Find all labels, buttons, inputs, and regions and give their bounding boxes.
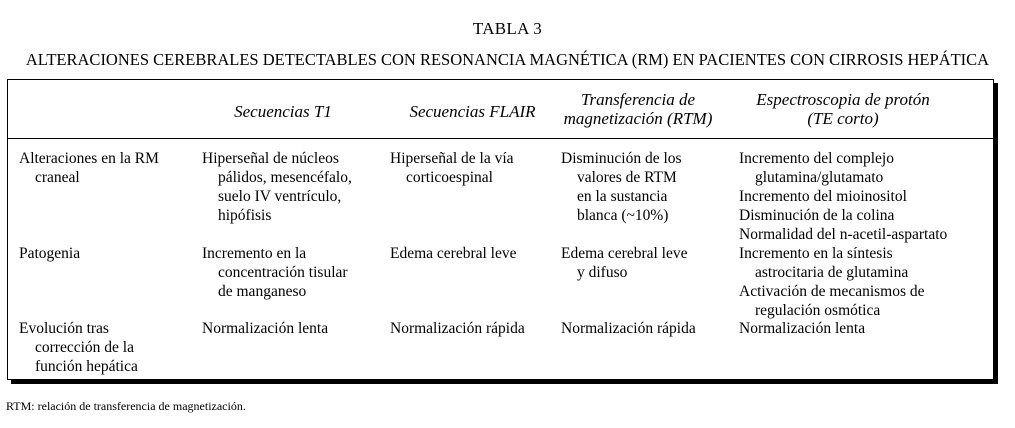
cell-t1-evolucion: Normalización lenta <box>202 320 329 337</box>
column-header-flair: Secuencias FLAIR <box>409 102 536 121</box>
cell-spectro-patogenia: Incremento en la síntesis astrocitaria de glutamina Activación de mecanismos de regulación osmótica <box>739 245 925 319</box>
footnote: RTM: relación de transferencia de magnetización. <box>6 399 246 413</box>
cell-spectro-evolucion: Normalización lenta <box>739 320 866 337</box>
row-label-evolucion: Evolución tras corrección de la función hepática <box>19 320 138 375</box>
column-header-rtm: Transferencia de magnetización (RTM) <box>563 90 713 128</box>
cell-t1-alteraciones: Hiperseñal de núcleos pálidos, mesencéfalo, suelo IV ventrículo, hipófisis <box>202 150 352 224</box>
data-table <box>7 79 994 380</box>
cell-flair-evolucion: Normalización rápida <box>390 320 525 337</box>
row-label-patogenia: Patogenia <box>19 245 81 262</box>
header-divider <box>8 138 993 139</box>
row-label-alteraciones: Alteraciones en la RM craneal <box>19 150 159 186</box>
cell-flair-patogenia: Edema cerebral leve <box>390 245 517 262</box>
cell-flair-alteraciones: Hiperseñal de la vía corticoespinal <box>390 150 514 186</box>
cell-rtm-alteraciones: Disminución de los valores de RTM en la sustancia blanca (~10%) <box>561 150 682 224</box>
table-number-label: TABLA 3 <box>472 19 543 38</box>
cell-spectro-alteraciones: Incremento del complejo glutamina/glutamato Incremento del mioinositol Disminución de la colina Normalidad del n-acetil-aspartato <box>739 150 948 243</box>
cell-t1-patogenia: Incremento en la concentración tisular de manganeso <box>202 245 348 300</box>
cell-rtm-evolucion: Normalización rápida <box>561 320 696 337</box>
column-header-spectroscopy: Espectroscopia de protón (TE corto) <box>756 90 930 128</box>
table-title: ALTERACIONES CEREBRALES DETECTABLES CON RESONANCIA MAGNÉTICA (RM) EN PACIENTES CON CIRROSIS HEPÁTICA <box>25 50 990 69</box>
cell-rtm-patogenia: Edema cerebral leve y difuso <box>561 245 688 281</box>
column-header-t1: Secuencias T1 <box>234 102 332 121</box>
